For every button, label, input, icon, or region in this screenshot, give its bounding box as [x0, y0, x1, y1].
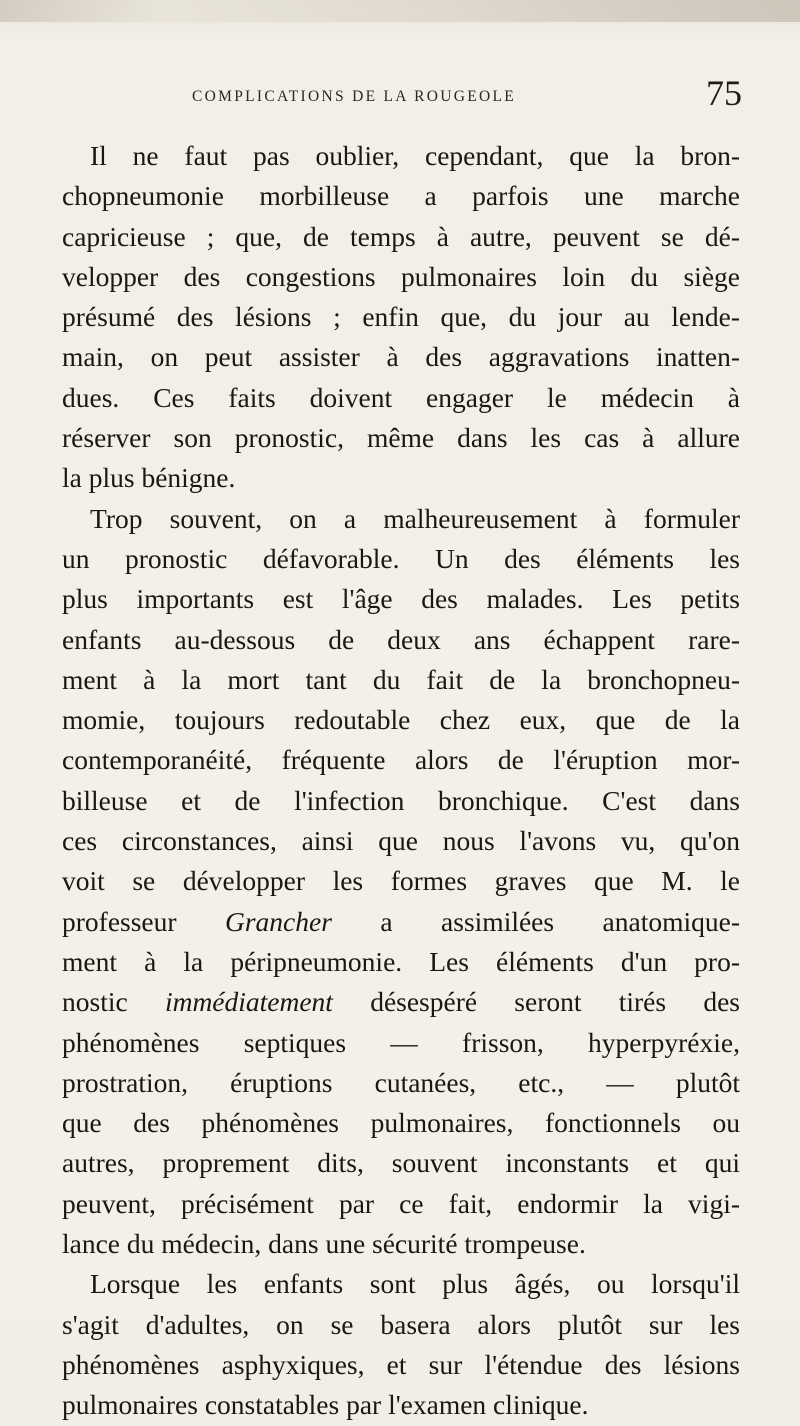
text-line: présumé des lésions ; enfin que, du jour au lende- — [62, 301, 740, 333]
text-line: dues. Ces faits doivent engager le médecin à — [62, 381, 740, 413]
text-line: momie, toujours redoutable chez eux, que de la — [62, 704, 740, 736]
running-head: COMPLICATIONS DE LA ROUGEOLE — [192, 88, 517, 105]
text-line: réserver son pronostic, même dans les cas à allure — [62, 422, 740, 454]
text-line: chopneumonie morbilleuse a parfois une marche — [62, 180, 740, 212]
page-header — [0, 72, 800, 112]
text-line: que des phénomènes pulmonaires, fonctionnels ou — [62, 1107, 740, 1139]
text-line: la plus bénigne. — [62, 462, 236, 494]
text-line: contemporanéité, fréquente alors de l'éruption mor- — [62, 744, 740, 776]
text-line: plus importants est l'âge des malades. Les petits — [62, 583, 740, 615]
text-line: velopper des congestions pulmonaires loin du siège — [62, 260, 740, 292]
text-line: s'agit d'adultes, on se basera alors plutôt sur les — [62, 1308, 740, 1340]
text-line: nostic immédiatement désespéré seront tirés des — [62, 986, 740, 1018]
page-top-shadow — [0, 0, 800, 22]
text-line: ces circonstances, ainsi que nous l'avons vu, qu'on — [62, 825, 740, 857]
text-line: ment à la mort tant du fait de la bronchopneu- — [62, 663, 740, 695]
text-line: phénomènes septiques — frisson, hyperpyréxie, — [62, 1026, 740, 1058]
page-number: 75 — [706, 73, 742, 113]
text-line: capricieuse ; que, de temps à autre, peuvent se dé- — [62, 220, 740, 252]
text-line: enfants au-dessous de deux ans échappent rare- — [62, 623, 740, 655]
text-line: Lorsque les enfants sont plus âgés, ou lorsqu'il — [90, 1268, 740, 1300]
text-line: main, on peut assister à des aggravations inatten- — [62, 341, 740, 373]
italic-term: Grancher — [225, 905, 332, 937]
italic-term: immédiatement — [164, 986, 333, 1018]
text-line: phénomènes asphyxiques, et sur l'étendue des lésions — [62, 1348, 740, 1380]
text-line: billeuse et de l'infection bronchique. C'est dans — [62, 784, 740, 816]
text-line: lance du médecin, dans une sécurité trompeuse. — [62, 1228, 586, 1260]
text-line: peuvent, précisément par ce fait, endormir la vigi- — [62, 1187, 740, 1219]
text-line: pulmonaires constatables par l'examen clinique. — [62, 1389, 589, 1421]
text-line: voit se développer les formes graves que M. le — [62, 865, 740, 897]
text-line: prostration, éruptions cutanées, etc., — plutôt — [62, 1066, 740, 1098]
text-line: un pronostic défavorable. Un des éléments les — [62, 542, 740, 574]
text-line: autres, proprement dits, souvent inconstants et qui — [62, 1147, 740, 1179]
text-line: ment à la péripneumonie. Les éléments d'un pro- — [62, 945, 740, 977]
text-line: Trop souvent, on a malheureusement à formuler — [90, 502, 740, 534]
text-line: Il ne faut pas oublier, cependant, que la bron- — [90, 140, 740, 171]
text-line: professeur Grancher a assimilées anatomique- — [62, 905, 740, 937]
body-text — [62, 136, 740, 1426]
